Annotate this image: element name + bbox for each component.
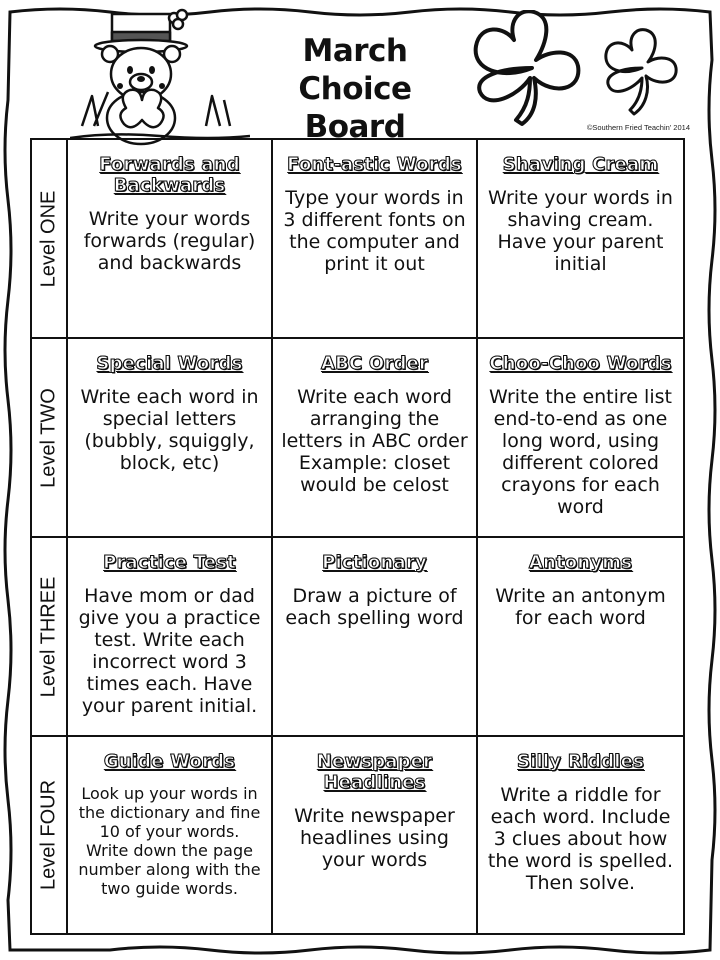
choice-title: Forwards and Backwards (99, 154, 240, 196)
bear-leprechaun-icon (70, 8, 250, 148)
choice-title: Newspaper Headlines (316, 751, 433, 793)
choice-description: Draw a picture of each spelling word (285, 585, 464, 629)
level-label (32, 737, 68, 933)
choice-title: Choo-Choo Words (489, 353, 672, 374)
choice-description: Have mom or dad give you a practice test. Write each incorrect word 3 times each. Have your parent initial. (78, 585, 261, 717)
title-line-1: March (302, 33, 408, 69)
choice-cell (68, 737, 273, 933)
choice-description: Write the entire list end-to-end as one long word, using different colored crayons for each word (489, 386, 672, 518)
choice-description: Write a riddle for each word. Include 3 clues about how the word is spelled. Then solve. (487, 784, 674, 894)
choice-cell (478, 737, 683, 933)
level-label (32, 538, 68, 737)
level-label (32, 339, 68, 538)
choice-cell (273, 538, 478, 737)
choice-cell (273, 140, 478, 339)
page-title (245, 32, 465, 146)
choice-title: ABC Order (320, 353, 429, 374)
level-label-text: Level ONE (37, 190, 60, 287)
choice-description: Write each word in special letters (bubbly, squiggly, block, etc) (80, 386, 259, 474)
choice-description: Write your words forwards (regular) and backwards (83, 208, 256, 274)
level-label (32, 140, 68, 339)
choice-description: Write your words in shaving cream. Have your parent initial (488, 187, 673, 275)
choice-title: Guide Words (103, 751, 236, 772)
choice-description: Write newspaper headlines using your words (294, 805, 455, 871)
choice-description: Write each word arranging the letters in ABC order Example: closet would be celost (281, 386, 468, 496)
title-line-2: Choice Board (298, 71, 412, 145)
choice-cell (273, 737, 478, 933)
choice-cell (478, 538, 683, 737)
choice-title: Practice Test (103, 552, 236, 573)
level-label-text: Level TWO (37, 387, 60, 488)
choice-description: Type your words in 3 different fonts on the computer and print it out (283, 187, 466, 275)
choice-cell (478, 339, 683, 538)
level-label-text: Level THREE (37, 576, 60, 697)
choice-cell (478, 140, 683, 339)
shamrock-icon (462, 10, 692, 130)
choice-title: Antonyms (528, 552, 633, 573)
copyright-credit: ©Southern Fried Teachin' 2014 (586, 123, 690, 132)
choice-description: Look up your words in the dictionary and fine 10 of your words. Write down the page number along with the two guide words. (78, 784, 261, 898)
choice-title: Shaving Cream (502, 154, 659, 175)
choice-title: Silly Riddles (517, 751, 644, 772)
level-label-text: Level FOUR (37, 779, 60, 891)
choice-title: Pictionary (322, 552, 427, 573)
choice-cell (68, 339, 273, 538)
choice-cell (68, 140, 273, 339)
choice-title: Font-astic Words (287, 154, 462, 175)
choice-title: Special Words (96, 353, 243, 374)
choice-description: Write an antonym for each word (495, 585, 666, 629)
choice-board-grid (30, 138, 685, 935)
choice-cell (273, 339, 478, 538)
choice-cell (68, 538, 273, 737)
